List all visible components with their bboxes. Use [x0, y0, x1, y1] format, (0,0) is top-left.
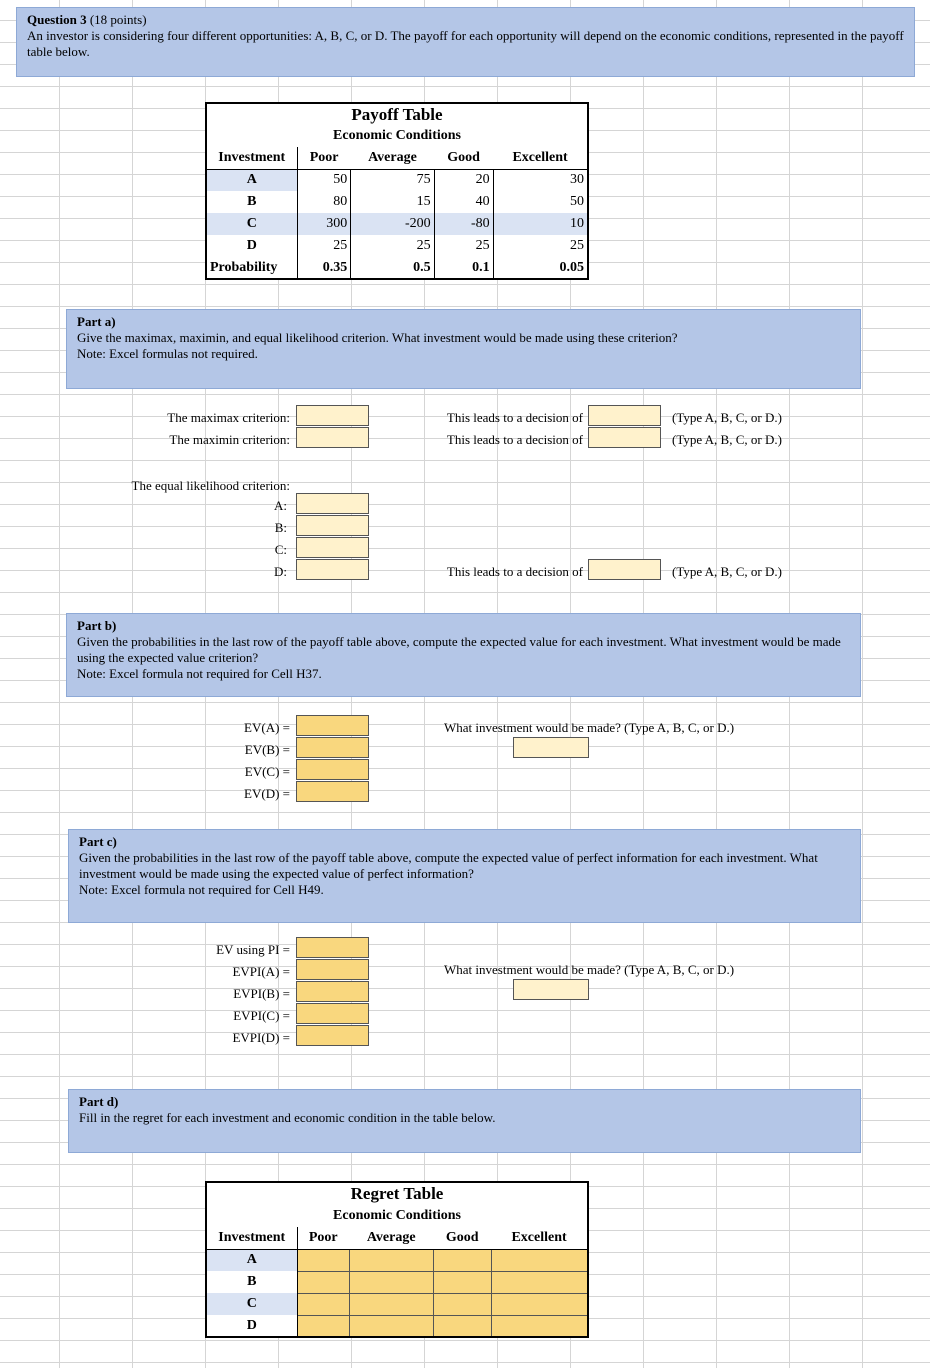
decision-label-3: This leads to a decision of [446, 564, 583, 579]
table-row [206, 1293, 588, 1315]
cell[interactable]: 0.1 [434, 257, 493, 279]
part-c-decision-input[interactable] [513, 979, 589, 1000]
cell[interactable]: 10 [493, 213, 588, 235]
payoff-table-title: Payoff Table [351, 104, 443, 124]
equal-input-a[interactable] [296, 493, 369, 514]
regret-cell[interactable] [491, 1249, 588, 1271]
cell[interactable]: 25 [434, 235, 493, 257]
ev-c-input[interactable] [296, 759, 369, 780]
ev-d-input[interactable] [296, 781, 369, 802]
ev-a-input[interactable] [296, 715, 369, 736]
evpi-b-input[interactable] [296, 981, 369, 1002]
type-hint-2: (Type A, B, C, or D.) [672, 432, 782, 447]
regret-row-label: A [206, 1249, 297, 1271]
regret-cell[interactable] [433, 1271, 491, 1293]
probability-label: Probability [206, 257, 297, 279]
cell[interactable]: 0.05 [493, 257, 588, 279]
part-b-decision-input[interactable] [513, 737, 589, 758]
ev-d-label: EV(D) = [244, 786, 290, 801]
row-label: C [206, 213, 297, 235]
regret-cell[interactable] [433, 1249, 491, 1271]
regret-table-title: Regret Table [350, 1184, 444, 1203]
ev-a-label: EV(A) = [244, 720, 290, 735]
equal-label-c: C: [274, 542, 287, 557]
regret-cell[interactable] [297, 1293, 349, 1315]
probability-row [206, 257, 588, 279]
regret-cell[interactable] [297, 1249, 349, 1271]
regret-cell[interactable] [349, 1315, 433, 1337]
question-title: Question 3 [27, 12, 87, 27]
regret-cell[interactable] [491, 1315, 588, 1337]
question-points: (18 points) [86, 12, 147, 27]
regret-cell[interactable] [433, 1315, 491, 1337]
question-box [16, 7, 915, 77]
regret-col-poor: Poor [297, 1227, 349, 1249]
cell[interactable]: -80 [434, 213, 493, 235]
regret-col-good: Good [433, 1227, 491, 1249]
col-excellent: Excellent [493, 147, 588, 169]
cell[interactable]: 0.35 [297, 257, 351, 279]
regret-row-label: B [206, 1271, 297, 1293]
equal-label-b: B: [274, 520, 287, 535]
maximin-label: The maximin criterion: [169, 432, 290, 447]
regret-row-label: D [206, 1315, 297, 1337]
regret-col-excellent: Excellent [491, 1227, 588, 1249]
row-label: A [206, 169, 297, 191]
ev-b-label: EV(B) = [244, 742, 290, 757]
part-d-text: Fill in the regret for each investment and economic condition in the table below. [79, 1110, 496, 1125]
table-row [206, 1315, 588, 1337]
type-hint-3: (Type A, B, C, or D.) [672, 564, 782, 579]
regret-cell[interactable] [433, 1293, 491, 1315]
type-hint-1: (Type A, B, C, or D.) [672, 410, 782, 425]
cell[interactable]: 300 [297, 213, 351, 235]
col-poor: Poor [297, 147, 351, 169]
part-b-text: Given the probabilities in the last row of the payoff table above, compute the expected value for each investment. What investment would be made using the expected value criterion? [77, 634, 841, 665]
payoff-table [205, 102, 589, 280]
regret-table-subtitle: Economic Conditions [333, 1208, 461, 1223]
part-a-title: Part a) [77, 314, 116, 329]
regret-col-investment: Investment [206, 1227, 297, 1249]
cell[interactable]: 40 [434, 191, 493, 213]
equal-input-b[interactable] [296, 515, 369, 536]
part-c-title: Part c) [79, 834, 117, 849]
part-a-note: Note: Excel formulas not required. [77, 346, 258, 361]
cell[interactable]: 25 [493, 235, 588, 257]
maximax-input[interactable] [296, 405, 369, 426]
evpi-c-label: EVPI(C) = [233, 1008, 290, 1023]
part-d-title: Part d) [79, 1094, 119, 1109]
maximax-label: The maximax criterion: [167, 410, 290, 425]
regret-cell[interactable] [349, 1271, 433, 1293]
cell[interactable]: 80 [297, 191, 351, 213]
col-investment: Investment [206, 147, 297, 169]
part-a-box [66, 309, 861, 389]
table-row [206, 1249, 588, 1271]
equal-input-d[interactable] [296, 559, 369, 580]
payoff-table-subtitle: Economic Conditions [333, 128, 461, 143]
maximax-decision-input[interactable] [588, 405, 661, 426]
part-c-question: What investment would be made? (Type A, B, C, or D.) [444, 962, 735, 977]
part-b-title: Part b) [77, 618, 117, 633]
regret-row-label: C [206, 1293, 297, 1315]
col-good: Good [434, 147, 493, 169]
ev-c-label: EV(C) = [244, 764, 290, 779]
evpi-d-input[interactable] [296, 1025, 369, 1046]
part-b-question: What investment would be made? (Type A, B, C, or D.) [444, 720, 735, 735]
regret-cell[interactable] [297, 1271, 349, 1293]
decision-label-1: This leads to a decision of [446, 410, 583, 425]
regret-table [205, 1181, 589, 1338]
decision-label-2: This leads to a decision of [446, 432, 583, 447]
question-text: An investor is considering four different opportunities: A, B, C, or D. The payoff for each opportunity will depend on the economic conditions, represented in the payoff table below. [27, 28, 904, 59]
part-c-note: Note: Excel formula not required for Cell H49. [79, 882, 324, 897]
ev-b-input[interactable] [296, 737, 369, 758]
regret-cell[interactable] [491, 1271, 588, 1293]
row-label: B [206, 191, 297, 213]
evpi-d-label: EVPI(D) = [232, 1030, 290, 1045]
cell[interactable]: 25 [297, 235, 351, 257]
equal-label-a: A: [274, 498, 287, 513]
regret-cell[interactable] [349, 1293, 433, 1315]
cell[interactable]: 30 [493, 169, 588, 191]
evpi-a-input[interactable] [296, 959, 369, 980]
col-average: Average [351, 147, 434, 169]
part-d-box [68, 1089, 861, 1153]
evpi-c-input[interactable] [296, 1003, 369, 1024]
cell[interactable]: -200 [351, 213, 434, 235]
evpi-a-label: EVPI(A) = [232, 964, 290, 979]
cell[interactable]: 50 [493, 191, 588, 213]
table-row [206, 235, 588, 257]
regret-cell[interactable] [297, 1315, 349, 1337]
cell[interactable]: 0.5 [351, 257, 434, 279]
evpi-b-label: EVPI(B) = [233, 986, 290, 1001]
ev-pi-label: EV using PI = [216, 942, 290, 957]
maximin-decision-input[interactable] [588, 427, 661, 448]
table-row [206, 213, 588, 235]
cell[interactable]: 15 [351, 191, 434, 213]
regret-cell[interactable] [491, 1293, 588, 1315]
maximin-input[interactable] [296, 427, 369, 448]
equal-decision-input[interactable] [588, 559, 661, 580]
equal-label-d: D: [274, 564, 287, 579]
part-b-box [66, 613, 861, 697]
table-row [206, 169, 588, 191]
part-b-note: Note: Excel formula not required for Cell H37. [77, 666, 322, 681]
table-row [206, 1271, 588, 1293]
ev-pi-input[interactable] [296, 937, 369, 958]
equal-likelihood-label: The equal likelihood criterion: [131, 478, 290, 493]
equal-input-c[interactable] [296, 537, 369, 558]
cell[interactable]: 50 [297, 169, 351, 191]
part-c-box [68, 829, 861, 923]
regret-cell[interactable] [349, 1249, 433, 1271]
regret-col-average: Average [349, 1227, 433, 1249]
part-a-text: Give the maximax, maximin, and equal likelihood criterion. What investment would be made using these criterion? [77, 330, 678, 345]
cell[interactable]: 20 [434, 169, 493, 191]
cell[interactable]: 75 [351, 169, 434, 191]
row-label: D [206, 235, 297, 257]
part-c-text: Given the probabilities in the last row of the payoff table above, compute the expected value of perfect information for each investment. What investment would be made using the expected value of perfect information? [79, 850, 818, 881]
table-row [206, 191, 588, 213]
cell[interactable]: 25 [351, 235, 434, 257]
